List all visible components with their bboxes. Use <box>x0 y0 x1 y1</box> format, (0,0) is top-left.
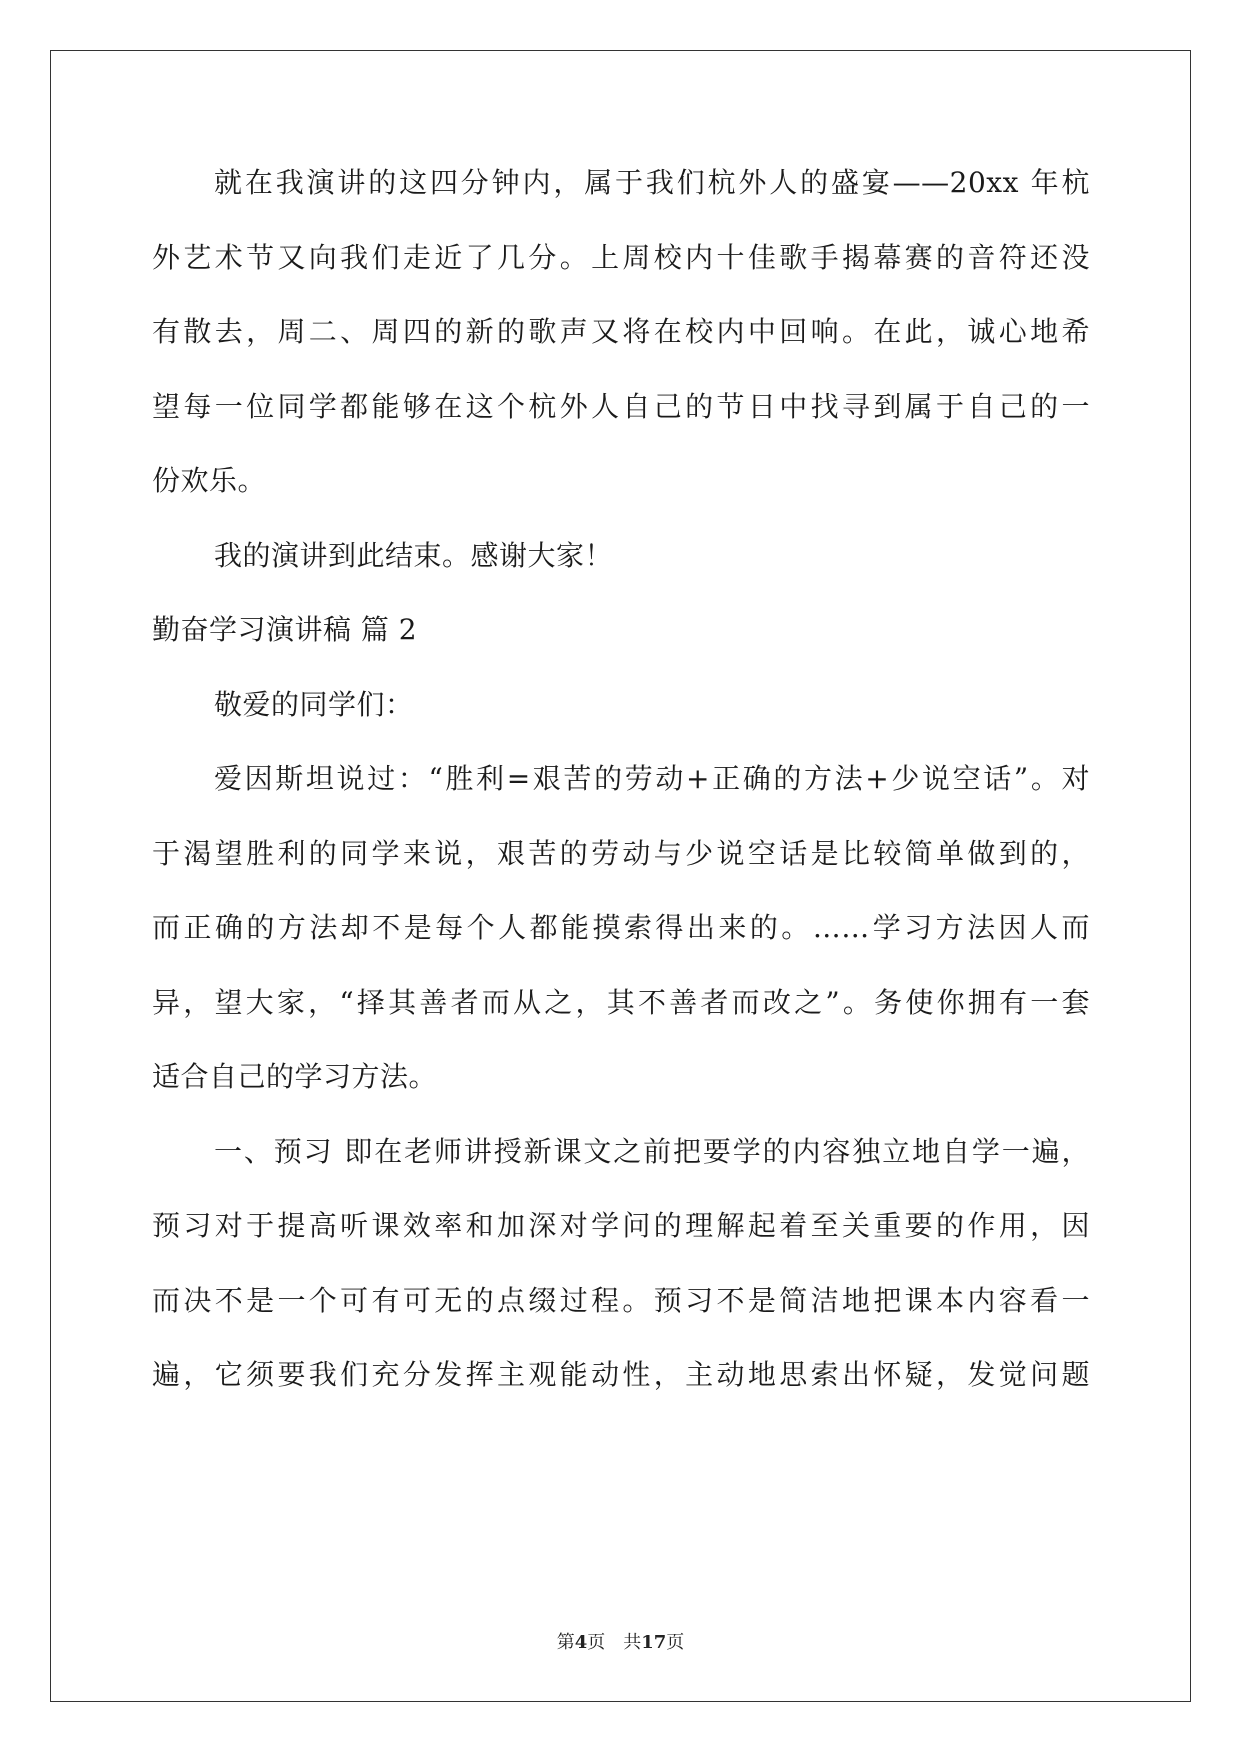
paragraph-line: 而正确的方法却不是每个人都能摸索得出来的。……学习方法因人而 <box>152 911 1090 944</box>
paragraph-line: 适合自己的学习方法。 <box>152 1060 438 1093</box>
paragraph-line: 份欢乐。 <box>152 464 267 497</box>
salutation: 敬爱的同学们： <box>214 687 414 721</box>
paragraph-line: 于渴望胜利的同学来说，艰苦的劳动与少说空话是比较简单做到的， <box>152 836 1090 870</box>
paragraph-line: 预习对于提高听课效率和加深对学问的理解起着至关重要的作用，因 <box>152 1209 1090 1242</box>
paragraph-line: 我的演讲到此结束。感谢大家！ <box>214 538 614 572</box>
paragraph-line: 遍，它须要我们充分发挥主观能动性，主动地思索出怀疑，发觉问题 <box>152 1358 1090 1391</box>
page-footer <box>0 1632 1241 1654</box>
paragraph-line: 异，望大家，“择其善者而从之，其不善者而改之”。务使你拥有一套 <box>152 985 1090 1019</box>
footer-suffix: 页 <box>666 1632 685 1653</box>
paragraph-line: 而决不是一个可有可无的点缀过程。预习不是简洁地把课本内容看一 <box>152 1283 1090 1317</box>
paragraph-line: 一、预习 即在老师讲授新课文之前把要学的内容独立地自学一遍， <box>214 1134 1090 1168</box>
document-body <box>152 163 1090 1430</box>
paragraph-line: 外艺术节又向我们走近了几分。上周校内十佳歌手揭幕赛的音符还没 <box>152 240 1090 274</box>
paragraph-line: 就在我演讲的这四分钟内，属于我们杭外人的盛宴——20xx 年杭 <box>214 166 1090 199</box>
section-heading: 勤奋学习演讲稿 篇 2 <box>152 613 418 646</box>
total-page-count: 17 <box>641 1632 667 1653</box>
paragraph-line: 望每一位同学都能够在这个杭外人自己的节日中找寻到属于自己的一 <box>152 389 1090 423</box>
footer-prefix: 第 <box>556 1632 575 1653</box>
paragraph-line: 爱因斯坦说过：“胜利=艰苦的劳动+正确的方法+少说空话”。对 <box>214 762 1090 795</box>
paragraph-line: 有散去，周二、周四的新的歌声又将在校内中回响。在此，诚心地希 <box>152 315 1090 348</box>
current-page-number: 4 <box>574 1632 588 1653</box>
footer-middle: 页 共 <box>587 1632 642 1653</box>
